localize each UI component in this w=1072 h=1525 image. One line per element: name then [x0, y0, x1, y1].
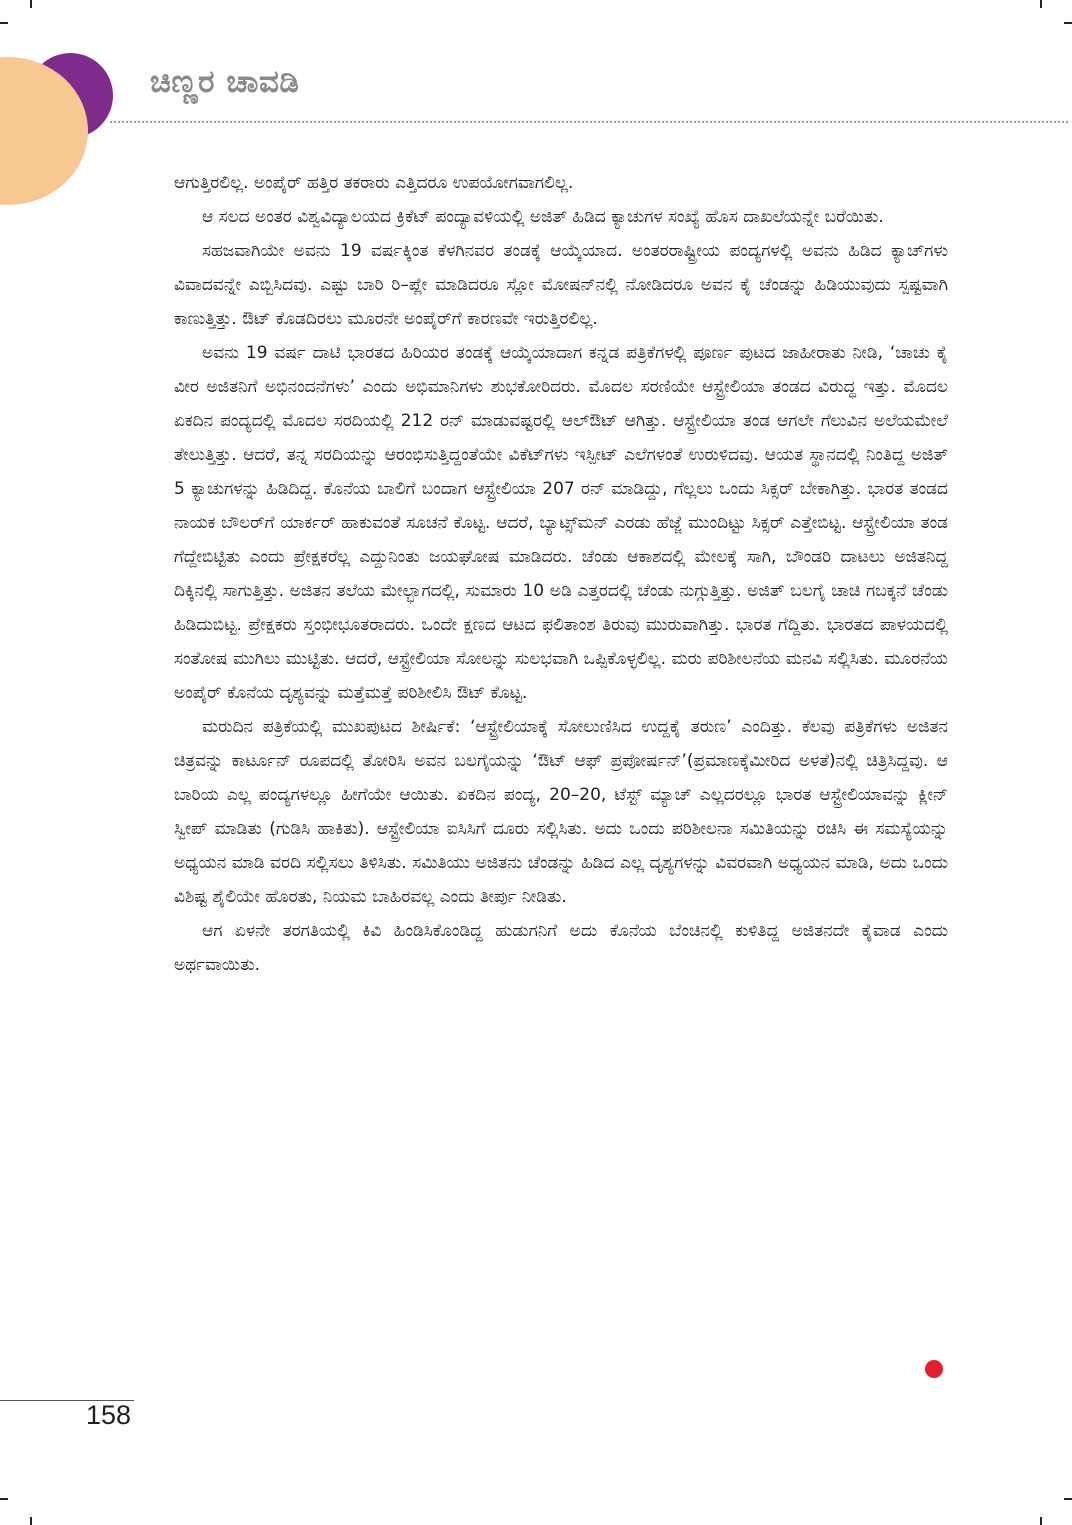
story-paragraph: ಆ ಸಲದ ಅಂತರ ವಿಶ್ವವಿದ್ಯಾಲಯದ ಕ್ರಿಕೆಟ್ ಪಂದ್ಯಾವಳಿಯಲ್ಲಿ ಅಜಿತ್ ಹಿಡಿದ ಕ್ಯಾಚುಗಳ ಸಂಖ್ಯೆ ಹೊಸ ದಾಖಲೆಯನ್ನೇ ಬರೆಯಿತು.: [202, 207, 884, 227]
story-paragraph: ಸಹಜವಾಗಿಯೇ ಅವನು 19 ವರ್ಷಕ್ಕಿಂತ ಕೆಳಗಿನವರ ತಂಡಕ್ಕೆ ಆಯ್ಕೆಯಾದ. ಅಂತರರಾಷ್ಟ್ರೀಯ ಪಂದ್ಯಗಳಲ್ಲಿ ಅವನು ಹಿಡಿದ ಕ್ಯಾಚ್‌ಗಳು ವಿವಾದವನ್ನೇ ಎಬ್ಬಿಸಿದವು. ಎಷ್ಟು ಬಾರಿ ರಿ–ಪ್ಲೇ ಮಾಡಿದರೂ ಸ್ಲೋ ಮೋಷನ್‌ನಲ್ಲಿ ನೋಡಿದರೂ ಅವನ ಕೈ ಚೆಂಡನ್ನು ಹಿಡಿಯುವುದು ಸ್ಪಷ್ಟವಾಗಿ ಕಾಣುತ್ತಿತ್ತು. ಔಟ್ ಕೊಡದಿರಲು ಮೂರನೇ ಅಂಪೈರ್‌ಗೆ ಕಾರಣವೇ ಇರುತ್ತಿರಲಿಲ್ಲ.: [174, 241, 948, 329]
story-paragraph: ಮರುದಿನ ಪತ್ರಿಕೆಯಲ್ಲಿ ಮುಖಪುಟದ ಶೀರ್ಷಿಕೆ: ‘ಆಸ್ಟ್ರೇಲಿಯಾಕ್ಕೆ ಸೋಲುಣಿಸಿದ ಉದ್ದಕೈ ತರುಣ’ ಎಂದಿತ್ತು. ಕೆಲವು ಪತ್ರಿಕೆಗಳು ಅಜಿತನ ಚಿತ್ರವನ್ನು ಕಾರ್ಟೂನ್ ರೂಪದಲ್ಲಿ ತೋರಿಸಿ ಅವನ ಬಲಗೈಯನ್ನು ‘ಔಟ್ ಆಫ್ ಪ್ರಪೋರ್ಷನ್’(ಪ್ರಮಾಣಕ್ಕೆಮೀರಿದ ಅಳತೆ)ನಲ್ಲಿ ಚಿತ್ರಿಸಿದ್ದವು. ಆ ಬಾರಿಯ ಎಲ್ಲ ಪಂದ್ಯಗಳಲ್ಲೂ ಹೀಗೆಯೇ ಆಯಿತು. ಏಕದಿನ ಪಂದ್ಯ, 20–20, ಟೆಸ್ಟ್ ಮ್ಯಾಚ್ ಎಲ್ಲದರಲ್ಲೂ ಭಾರತ ಆಸ್ಟ್ರೇಲಿಯಾವನ್ನು ಕ್ಲೀನ್ ಸ್ವೀಪ್ ಮಾಡಿತು (ಗುಡಿಸಿ ಹಾಕಿತು). ಆಸ್ಟ್ರೇಲಿಯಾ ಐಸಿಸಿಗೆ ದೂರು ಸಲ್ಲಿಸಿತು. ಅದು ಒಂದು ಪರಿಶೀಲನಾ ಸಮಿತಿಯನ್ನು ರಚಿಸಿ ಈ ಸಮಸ್ಯೆಯನ್ನು ಅಧ್ಯಯನ ಮಾಡಿ ವರದಿ ಸಲ್ಲಿಸಲು ತಿಳಿಸಿತು. ಸಮಿತಿಯು ಅಜಿತನು ಚೆಂಡನ್ನು ಹಿಡಿದ ಎಲ್ಲ ದೃಶ್ಯಗಳನ್ನು ವಿವರವಾಗಿ ಅಧ್ಯಯನ ಮಾಡಿ, ಅದು ಒಂದು ವಿಶಿಷ್ಟ ಶೈಲಿಯೇ ಹೊರತು, ನಿಯಮ ಬಾಹಿರವಲ್ಲ ಎಂದು ತೀರ್ಪು ನೀಡಿತು.: [174, 717, 948, 907]
end-of-story-marker: [925, 1360, 943, 1378]
crop-mark-bottom-left: [30, 1517, 32, 1525]
story-paragraph: ಆಗುತ್ತಿರಲಿಲ್ಲ. ಅಂಪೈರ್ ಹತ್ತಿರ ತಕರಾರು ಎತ್ತಿದರೂ ಉಪಯೋಗವಾಗಲಿಲ್ಲ.: [174, 173, 574, 193]
story-body: [174, 166, 948, 982]
story-paragraph: ಆಗ ಏಳನೇ ತರಗತಿಯಲ್ಲಿ ಕಿವಿ ಹಿಂಡಿಸಿಕೊಂಡಿದ್ದ ಹುಡುಗನಿಗೆ ಅದು ಕೊನೆಯ ಬೆಂಚಿನಲ್ಲಿ ಕುಳಿತಿದ್ದ ಅಜಿತನದೇ ಕೈವಾಡ ಎಂದು ಅರ್ಥವಾಯಿತು.: [174, 921, 948, 975]
page-number: 158: [86, 1400, 132, 1430]
header-decoration: [0, 0, 130, 210]
crop-mark-top-right: [1040, 0, 1042, 8]
crop-mark-bottom-right: [1040, 1517, 1042, 1525]
header-dotted-divider: [110, 121, 1068, 123]
story-paragraph: ಅವನು 19 ವರ್ಷ ದಾಟಿ ಭಾರತದ ಹಿರಿಯರ ತಂಡಕ್ಕೆ ಆಯ್ಕೆಯಾದಾಗ ಕನ್ನಡ ಪತ್ರಿಕೆಗಳಲ್ಲಿ ಪೂರ್ಣ ಪುಟದ ಜಾಹೀರಾತು ನೀಡಿ, ‘ಚಾಚು ಕೈ ವೀರ ಅಜಿತನಿಗೆ ಅಭಿನಂದನೆಗಳು’ ಎಂದು ಅಭಿಮಾನಿಗಳು ಶುಭಕೋರಿದರು. ಮೊದಲ ಸರಣಿಯೇ ಆಸ್ಟ್ರೇಲಿಯಾ ತಂಡದ ವಿರುದ್ಧ ಇತ್ತು. ಮೊದಲ ಏಕದಿನ ಪಂದ್ಯದಲ್ಲಿ ಮೊದಲ ಸರದಿಯಲ್ಲಿ 212 ರನ್ ಮಾಡುವಷ್ಟರಲ್ಲಿ ಆಲ್‌ಔಟ್ ಆಗಿತ್ತು. ಆಸ್ಟ್ರೇಲಿಯಾ ತಂಡ ಆಗಲೇ ಗೆಲುವಿನ ಅಲೆಯಮೇಲೆ ತೇಲುತ್ತಿತ್ತು. ಆದರೆ, ತನ್ನ ಸರದಿಯನ್ನು ಆರಂಭಿಸುತ್ತಿದ್ದಂತೆಯೇ ವಿಕೆಟ್‌ಗಳು ಇಸ್ಪೀಟ್ ಎಲೆಗಳಂತೆ ಉರುಳಿದವು. ಆಯತ ಸ್ಥಾನದಲ್ಲಿ ನಿಂತಿದ್ದ ಅಜಿತ್ 5 ಕ್ಯಾಚುಗಳನ್ನು ಹಿಡಿದಿದ್ದ. ಕೊನೆಯ ಬಾಲಿಗೆ ಬಂದಾಗ ಆಸ್ಟ್ರೇಲಿಯಾ 207 ರನ್ ಮಾಡಿದ್ದು, ಗೆಲ್ಲಲು ಒಂದು ಸಿಕ್ಸರ್ ಬೇಕಾಗಿತ್ತು. ಭಾರತ ತಂಡದ ನಾಯಕ ಬೌಲರ್‌ಗೆ ಯಾರ್ಕರ್ ಹಾಕುವಂತೆ ಸೂಚನೆ ಕೊಟ್ಟ. ಆದರೆ, ಬ್ಯಾಟ್ಸ್‌ಮನ್ ಎರಡು ಹೆಜ್ಜೆ ಮುಂದಿಟ್ಟು ಸಿಕ್ಸರ್ ಎತ್ತೇಬಿಟ್ಟ. ಆಸ್ಟ್ರೇಲಿಯಾ ತಂಡ ಗೆದ್ದೇಬಿಟ್ಟಿತು ಎಂದು ಪ್ರೇಕ್ಷಕರೆಲ್ಲ ಎದ್ದುನಿಂತು ಜಯಘೋಷ ಮಾಡಿದರು. ಚೆಂಡು ಆಕಾಶದಲ್ಲಿ ಮೇಲಕ್ಕೆ ಸಾಗಿ, ಬೌಂಡರಿ ದಾಟಲು ಅಜಿತನಿದ್ದ ದಿಕ್ಕಿನಲ್ಲಿ ಸಾಗುತ್ತಿತ್ತು. ಅಜಿತನ ತಲೆಯ ಮೇಲ್ಭಾಗದಲ್ಲಿ, ಸುಮಾರು 10 ಅಡಿ ಎತ್ತರದಲ್ಲಿ ಚೆಂಡು ನುಗ್ಗುತ್ತಿತ್ತು. ಅಜಿತ್ ಬಲಗೈ ಚಾಚಿ ಗಬಕ್ಕನೆ ಚೆಂಡು ಹಿಡಿದುಬಿಟ್ಟ. ಪ್ರೇಕ್ಷಕರು ಸ್ತಂಭೀಭೂತರಾದರು. ಒಂದೇ ಕ್ಷಣದ ಆಟದ ಫಲಿತಾಂಶ ತಿರುವು ಮುರುವಾಗಿತ್ತು. ಭಾರತ ಗೆದ್ದಿತು. ಭಾರತದ ಪಾಳಯದಲ್ಲಿ ಸಂತೋಷ ಮುಗಿಲು ಮುಟ್ಟಿತು. ಆದರೆ, ಆಸ್ಟ್ರೇಲಿಯಾ ಸೋಲನ್ನು ಸುಲಭವಾಗಿ ಒಪ್ಪಿಕೊಳ್ಳಲಿಲ್ಲ. ಮರು ಪರಿಶೀಲನೆಯ ಮನವಿ ಸಲ್ಲಿಸಿತು. ಮೂರನೆಯ ಅಂಪೈರ್ ಕೊನೆಯ ದೃಶ್ಯವನ್ನು ಮತ್ತೆಮತ್ತೆ ಪರಿಶೀಲಿಸಿ ಔಟ್ ಕೊಟ್ಟ.: [174, 343, 948, 703]
section-title: ಚಿಣ್ಣರ ಚಾವಡಿ: [150, 64, 300, 100]
crop-mark-right-lower: [1064, 1498, 1072, 1500]
crop-mark-left-lower: [0, 1498, 8, 1500]
crop-mark-right-upper: [1064, 22, 1072, 24]
